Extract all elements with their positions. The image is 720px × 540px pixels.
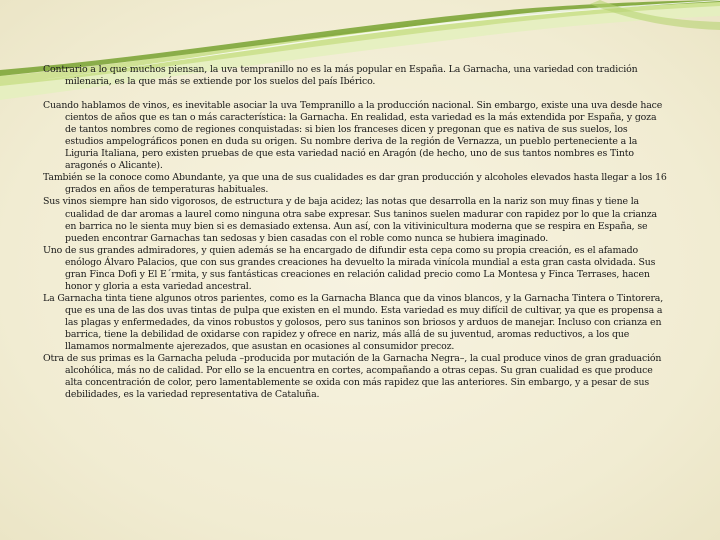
paragraph-relatives: La Garnacha tinta tiene algunos otros parientes, como es la Garnacha Blanca que da vinos blancos, y la Garnacha Tintera o Tintorera, que es una de las dos uvas tintas de pulpa que existen en el mundo. Esta variedad es muy difícil de cultivar, ya que es propensa a las plagas y enfermedades, da vinos robustos y golosos, pero sus taninos son briosos y arduos de manejar. Incluso con crianza en barrica, tiene la debilidad de oxidarse con rapidez y ofrece en nariz, más allá de su juventud, aromas reductivos, a los que llamamos normalmente ajerezados, que asustan en ocasiones al consumidor precoz. [43, 292, 664, 353]
paragraph-intro: Contrario a lo que muchos piensan, la uva tempranillo no es la más popular en España. La Garnacha, una variedad con tradición milenaria, es la que más se extiende por los suelos del país Ibérico. [43, 64, 638, 88]
paragraph-wines: Sus vinos siempre han sido vigorosos, de estructura y de baja acidez; las notas que desarrolla en la nariz son muy finas y tiene la cualidad de dar aromas a laurel como ninguna otra sabe expresar. Sus taninos suelen madurar con rapidez por lo que la crianza en barrica no le sienta muy bien si es demasiado extensa. Aun así, con la vitivinicultura moderna que se respira en España, se pueden encontrar Garnachas tan sedosas y bien casadas con el roble como nunca se hubiera imaginado. [43, 196, 657, 244]
paragraph-peluda: Otra de sus primas es la Garnacha peluda –producida por mutación de la Garnacha Negra–, la cual produce vinos de gran graduación alcohólica, más no de calidad. Por ello se la encuentra en cortes, acompañando a otras cepas. Su gran cualidad es que produce alta concentración de color, pero lamentablemente se oxida con más rapidez que las anteriores. Sin embargo, y a pesar de sus debilidades, es la variedad representativa de Cataluña. [43, 353, 662, 401]
paragraph-abundante: También se la conoce como Abundante, ya que una de sus cualidades es dar gran producción y alcoholes elevados hasta llegar a los 16 grados en años de temperaturas habituales. [43, 172, 667, 196]
paragraph-admirers: Uno de sus grandes admiradores, y quien además se ha encargado de difundir esta cepa como su propia creación, es el afamado enólogo Álvaro Palacios, que con sus grandes creaciones ha devuelto la mirada vinícola mundial a esta gran casta olvidada. Sus gran Finca Dofi y El E´rmita, y sus fantásticas creaciones en relación calidad precio como La Montesa y Finca Terrases, hacen honor y gloria a esta variedad ancestral. [43, 244, 656, 292]
paragraph-spacer [43, 88, 668, 100]
paragraph-history: Cuando hablamos de vinos, es inevitable asociar la uva Tempranillo a la producción nacional. Sin embargo, existe una uva desde hace cientos de años que es tan o más característica: la Garnacha. En realidad, esta variedad es la más extendida por España, y goza de tantos nombres como de regiones conquistadas: si bien los franceses dicen y pregonan que es nativa de sus suelos, los estudios ampelográficos ponen en duda su origen. Su nombre deriva de la región de Vernazza, un pueblo perteneciente a la Liguria Italiana, pero existen pruebas de que esta variedad nació en Aragón (de hecho, uno de sus tantos nombres es Tinto aragonés o Alicante). [43, 100, 663, 172]
article-body [43, 64, 668, 401]
